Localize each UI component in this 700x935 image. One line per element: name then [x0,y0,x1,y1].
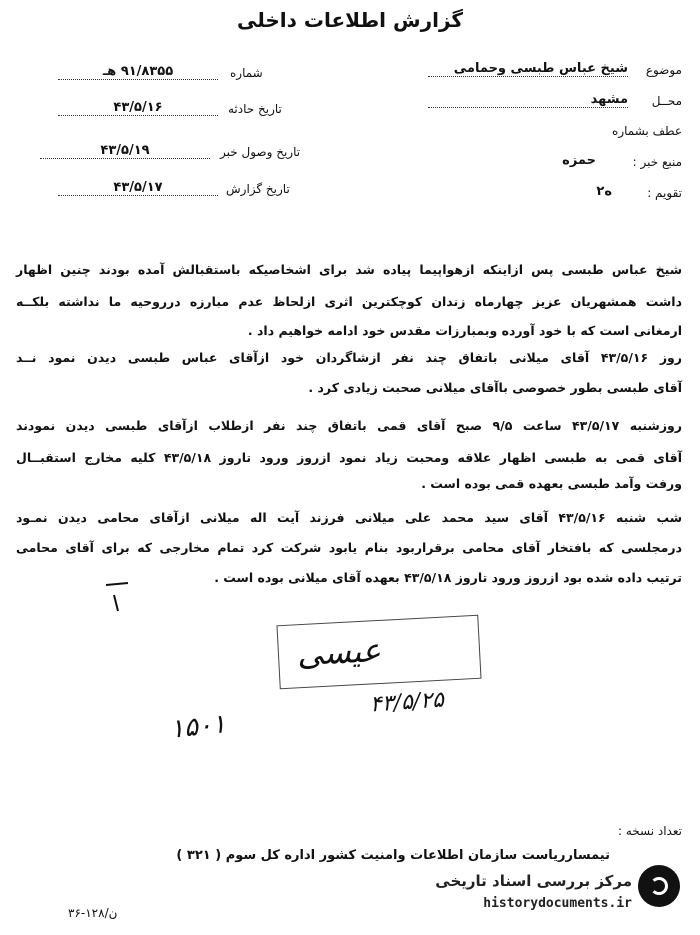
body-line-5: آقای طبسی بطور خصوصی باآقای میلانی صحبت زیادی کرد . [308,380,682,395]
report-date-value: ۴۳/۵/۱۷ [58,180,218,196]
number-value: ۹۱/۸۳۵۵ هـ [58,64,218,80]
body-line-11: ترتیب داده شده بود ازروز ورود تاروز ۴۳/۵/۱۸ بعهده آقای میلانی بوده است . [214,570,682,585]
body-line-10: درمجلسی که بافتخار آقای محامی برقراربود بنام یابود شرکت کرد تمام مخارجی که برای آقای محامی [16,540,682,555]
report-title: گزارش اطلاعات داخلی [236,8,464,32]
body-line-4: روز ۴۳/۵/۱۶ آقای میلانی باتفاق چند نفر ازشاگردان خود ازآقای عباس طبسی دیدن نمود نــد [16,350,682,365]
watermark-persian: مرکز بررسی اسناد تاریخی [435,872,632,890]
archive-logo-icon [638,865,680,907]
number-label: شماره [230,66,263,80]
place-value: مشهد [428,92,628,108]
subject-label: موضوع [645,63,682,77]
body-line-7: آقای قمی به طبسی اظهار علاقه ومحبت زیاد نمود ازروز ورود تاروز ۴۳/۵/۱۸ کلیه مخارج استقبــال [16,450,682,465]
source-label: منبع خبر : [632,155,682,169]
signature-text: عیسی [296,630,382,674]
form-code: ن/۱۲۸-۳۶ [68,906,118,920]
grade-label: تقویم : [647,186,682,200]
body-line-8: ورفت وآمد طبسی بعهده قمی بوده است . [421,476,682,491]
received-date-value: ۴۳/۵/۱۹ [40,143,210,159]
subject-value: شیخ عباس طبسی وحمامی [428,61,628,77]
handwritten-number: ۱۵۰۱ [168,709,228,745]
event-date-label: تاریخ حادثه [228,102,282,116]
reference-label: عطف بشماره [612,124,682,138]
body-line-3: ارمغانی است که با خود آورده وبمبارزات مقدس خود ادامه خواهیم داد . [247,323,682,338]
end-mark-stroke [100,575,140,615]
handwritten-date: ۴۳/۵/۲۵ [369,687,445,718]
source-value: حمزه [562,153,596,168]
copies-label: تعداد نسخه : [617,824,682,838]
distribution-line: تیمسارریاست سازمان اطلاعات وامنیت کشور اداره کل سوم ( ۳۲۱ ) [176,848,610,863]
report-date-label: تاریخ گزارش [226,182,290,196]
body-line-2: داشت همشهریان عزیز چهارماه زندان کوچکترین اثری ازلحاظ عدم مبارزه درروحیه ما نداشته بلکــه [16,294,682,309]
grade-value: ه۲ [596,184,612,199]
body-line-6: روزشنبه ۴۳/۵/۱۷ ساعت ۹/۵ صبح آقای قمی باتفاق چند نفر ازطلاب ازآقای طبسی دیدن نمودند [16,418,682,433]
body-line-1: شیخ عباس طبسی پس ازاینکه ازهواپیما پیاده شد برای اشخاصیکه باستقبالش آمده بودند چنین اظهار [16,262,682,277]
event-date-value: ۴۳/۵/۱۶ [58,100,218,116]
received-date-label: تاریخ وصول خبر [220,145,301,159]
body-line-9: شب شنبه ۴۳/۵/۱۶ آقای سید محمد علی میلانی فرزند آیت اله میلانی ازآقای محامی دیدن نمـود [16,510,682,525]
place-label: محــل [651,94,682,108]
signature-stamp [276,615,481,689]
watermark-url: historydocuments.ir [483,896,632,911]
